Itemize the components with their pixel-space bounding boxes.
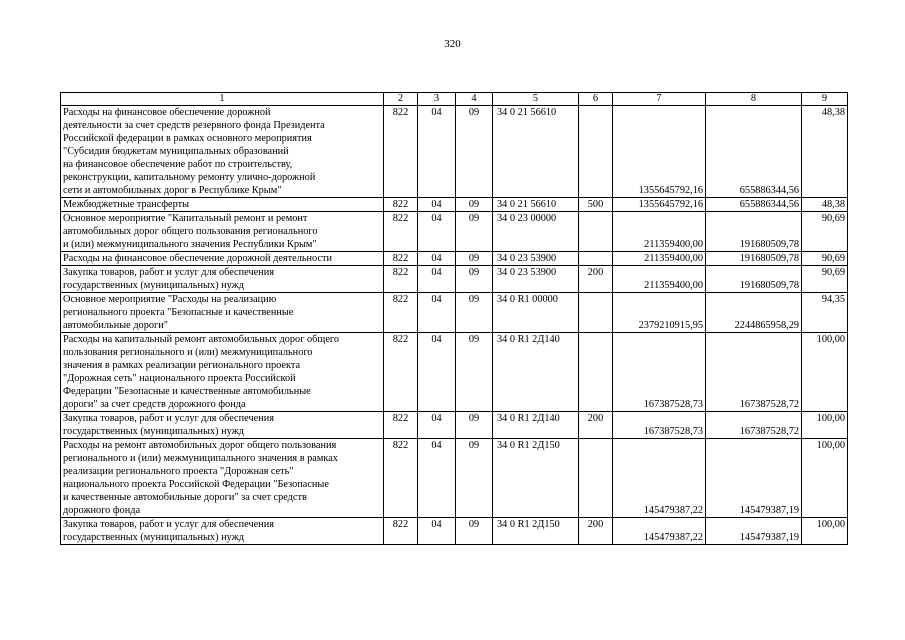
expense-type-code — [579, 293, 613, 333]
target-article-code: 34 0 R1 2Д140 — [493, 333, 579, 412]
column-header: 2 — [384, 93, 418, 106]
row-description: Закупка товаров, работ и услуг для обеспечения государственных (муниципальных) нужд — [61, 518, 384, 545]
section-code: 04 — [418, 212, 456, 252]
expense-type-code: 200 — [579, 266, 613, 293]
column-header: 9 — [802, 93, 848, 106]
table-row — [61, 412, 848, 439]
department-code: 822 — [384, 293, 418, 333]
planned-amount: 211359400,00 — [613, 212, 706, 252]
planned-amount: 145479387,22 — [613, 518, 706, 545]
planned-amount: 167387528,73 — [613, 412, 706, 439]
section-code: 04 — [418, 266, 456, 293]
execution-percent: 94,35 — [802, 293, 848, 333]
table-row — [61, 439, 848, 518]
row-description: Основное мероприятие "Расходы на реализацию регионального проекта "Безопасные и качественные автомобильные дороги" — [61, 293, 384, 333]
execution-percent: 100,00 — [802, 518, 848, 545]
table-row — [61, 106, 848, 198]
column-header: 4 — [456, 93, 493, 106]
expense-type-code — [579, 106, 613, 198]
section-code: 04 — [418, 106, 456, 198]
subsection-code: 09 — [456, 106, 493, 198]
planned-amount: 145479387,22 — [613, 439, 706, 518]
department-code: 822 — [384, 439, 418, 518]
row-description: Расходы на финансовое обеспечение дорожной деятельности за счет средств резервного фонда Президента Российской федерации в рамках основного мероприятия "Субсидия бюджетам муниципальных образований на финансовое обеспечение работ по строительству, реконструкции, капитальному ремонту улично-дорожной сети и автомобильных дорог в Республике Крым" — [61, 106, 384, 198]
target-article-code: 34 0 23 00000 — [493, 212, 579, 252]
subsection-code: 09 — [456, 266, 493, 293]
row-description: Закупка товаров, работ и услуг для обеспечения государственных (муниципальных) нужд — [61, 412, 384, 439]
row-description: Закупка товаров, работ и услуг для обеспечения государственных (муниципальных) нужд — [61, 266, 384, 293]
target-article-code: 34 0 R1 2Д150 — [493, 518, 579, 545]
executed-amount: 655886344,56 — [706, 198, 802, 212]
row-description: Расходы на капитальный ремонт автомобильных дорог общего пользования регионального и (или) межмуниципального значения в рамках реализации регионального проекта "Дорожная сеть" национального проекта Российской Федерации "Безопасные и качественные автомобильные дороги" за счет средств дорожного фонда — [61, 333, 384, 412]
expense-type-code — [579, 252, 613, 266]
section-code: 04 — [418, 439, 456, 518]
department-code: 822 — [384, 333, 418, 412]
subsection-code: 09 — [456, 252, 493, 266]
executed-amount: 655886344,56 — [706, 106, 802, 198]
executed-amount: 145479387,19 — [706, 518, 802, 545]
expense-type-code: 200 — [579, 518, 613, 545]
section-code: 04 — [418, 333, 456, 412]
expense-type-code — [579, 439, 613, 518]
table-row — [61, 293, 848, 333]
executed-amount: 145479387,19 — [706, 439, 802, 518]
target-article-code: 34 0 R1 00000 — [493, 293, 579, 333]
table-row — [61, 333, 848, 412]
column-header: 3 — [418, 93, 456, 106]
planned-amount: 2379210915,95 — [613, 293, 706, 333]
page-number: 320 — [444, 38, 461, 50]
executed-amount: 191680509,78 — [706, 266, 802, 293]
target-article-code: 34 0 R1 2Д150 — [493, 439, 579, 518]
row-description: Расходы на финансовое обеспечение дорожной деятельности — [61, 252, 384, 266]
section-code: 04 — [418, 198, 456, 212]
expense-type-code: 500 — [579, 198, 613, 212]
subsection-code: 09 — [456, 412, 493, 439]
row-description: Расходы на ремонт автомобильных дорог общего пользования регионального и (или) межмуниципального значения в рамках реализации регионального проекта "Дорожная сеть" национального проекта Российской Федерации "Безопасные и качественные автомобильные дороги" за счет средств дорожного фонда — [61, 439, 384, 518]
row-description: Основное мероприятие "Капитальный ремонт и ремонт автомобильных дорог общего пользования регионального и (или) межмуниципального значения Республики Крым" — [61, 212, 384, 252]
planned-amount: 167387528,73 — [613, 333, 706, 412]
execution-percent: 90,69 — [802, 212, 848, 252]
column-header: 5 — [493, 93, 579, 106]
execution-percent: 90,69 — [802, 252, 848, 266]
planned-amount: 211359400,00 — [613, 252, 706, 266]
table-row — [61, 518, 848, 545]
target-article-code: 34 0 23 53900 — [493, 266, 579, 293]
department-code: 822 — [384, 252, 418, 266]
department-code: 822 — [384, 212, 418, 252]
execution-percent: 90,69 — [802, 266, 848, 293]
target-article-code: 34 0 21 56610 — [493, 106, 579, 198]
execution-percent: 48,38 — [802, 106, 848, 198]
table-header-row — [61, 93, 848, 106]
section-code: 04 — [418, 252, 456, 266]
execution-percent: 100,00 — [802, 412, 848, 439]
target-article-code: 34 0 21 56610 — [493, 198, 579, 212]
planned-amount: 1355645792,16 — [613, 106, 706, 198]
execution-percent: 100,00 — [802, 333, 848, 412]
executed-amount: 167387528,72 — [706, 412, 802, 439]
planned-amount: 1355645792,16 — [613, 198, 706, 212]
executed-amount: 167387528,72 — [706, 333, 802, 412]
department-code: 822 — [384, 518, 418, 545]
executed-amount: 2244865958,29 — [706, 293, 802, 333]
subsection-code: 09 — [456, 198, 493, 212]
expense-type-code: 200 — [579, 412, 613, 439]
execution-percent: 48,38 — [802, 198, 848, 212]
department-code: 822 — [384, 412, 418, 439]
row-description: Межбюджетные трансферты — [61, 198, 384, 212]
subsection-code: 09 — [456, 439, 493, 518]
expense-type-code — [579, 212, 613, 252]
subsection-code: 09 — [456, 212, 493, 252]
department-code: 822 — [384, 198, 418, 212]
table-row — [61, 198, 848, 212]
executed-amount: 191680509,78 — [706, 252, 802, 266]
execution-percent: 100,00 — [802, 439, 848, 518]
section-code: 04 — [418, 412, 456, 439]
subsection-code: 09 — [456, 518, 493, 545]
section-code: 04 — [418, 293, 456, 333]
subsection-code: 09 — [456, 293, 493, 333]
subsection-code: 09 — [456, 333, 493, 412]
column-header: 1 — [61, 93, 384, 106]
table-row — [61, 266, 848, 293]
budget-table — [60, 92, 848, 545]
table-row — [61, 252, 848, 266]
department-code: 822 — [384, 106, 418, 198]
table-row — [61, 212, 848, 252]
column-header: 8 — [706, 93, 802, 106]
column-header: 7 — [613, 93, 706, 106]
expense-type-code — [579, 333, 613, 412]
department-code: 822 — [384, 266, 418, 293]
column-header: 6 — [579, 93, 613, 106]
section-code: 04 — [418, 518, 456, 545]
executed-amount: 191680509,78 — [706, 212, 802, 252]
planned-amount: 211359400,00 — [613, 266, 706, 293]
target-article-code: 34 0 R1 2Д140 — [493, 412, 579, 439]
target-article-code: 34 0 23 53900 — [493, 252, 579, 266]
